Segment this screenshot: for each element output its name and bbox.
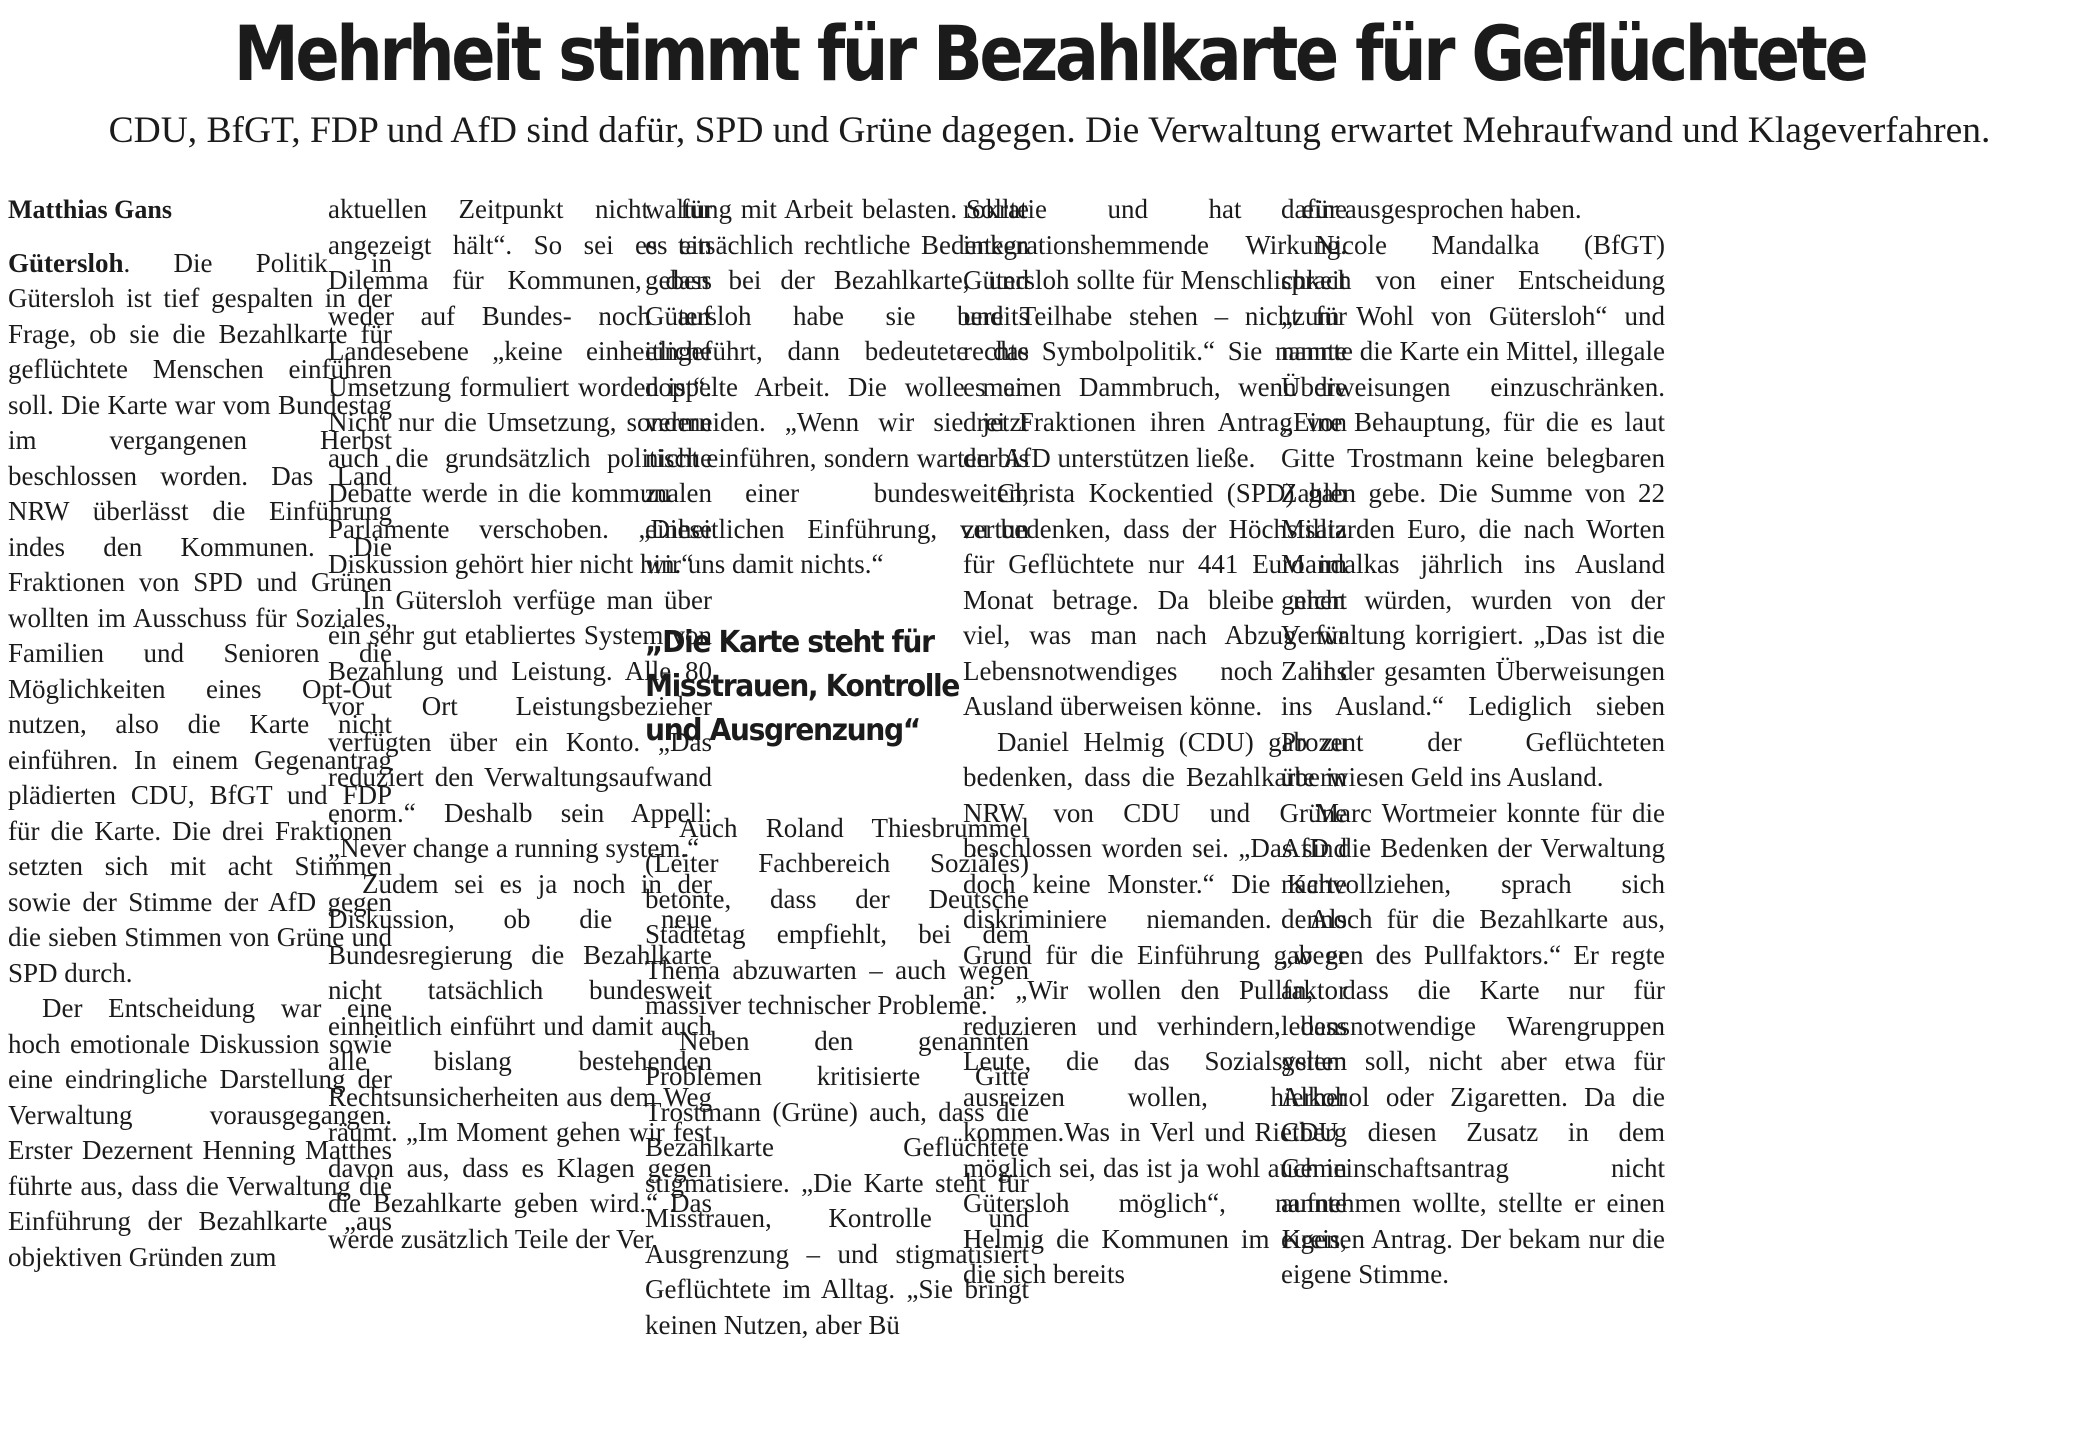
paragraph: aktuellen Zeitpunkt nicht für angezeigt hält“. So sei es ein Dilemma für Kommunen, dass weder auf Bundes- noch auf Landesebene „keine einheitliche Umsetzung formuliert worden ist“. Nicht nur die Umsetzung, sondern auch die grundsätzlich politische Debatte werde in die kommunalen Parlamente verschoben. „Diese Diskussion gehört hier nicht hin.“ (328, 194, 712, 579)
paragraph: Der Entscheidung war eine hoch emotionale Diskussion sowie eine eindringliche Darstellung der Verwaltung vorausgegangen. Erster Dezernent Henning Matthes führte aus, dass die Verwaltung die Einführung der Bezahlkarte „aus objektiven Gründen zum (8, 993, 392, 1272)
dateline: Gütersloh (8, 247, 124, 278)
paragraph: In Gütersloh verfüge man über ein sehr gut etabliertes System von Bezahlung und Leistung. Alle 80 vor Ort Leistungsbezieher verfügten über ein Konto. „Das reduziert den Verwaltungsaufwand enorm.“ Deshalb sein Appell: „Never change a running system.“ (328, 584, 712, 863)
paragraph: Zudem sei es ja noch in der Diskussion, ob die neue Bundesregierung die Bezahlkarte nicht tatsächlich bundesweit einheitlich einführt und damit auch alle bislang bestehenden Rechtsunsicherheiten aus dem Weg räumt. „Im Moment gehen wir fest davon aus, dass es Klagen gegen die Bezahlkarte geben wird.“ Das werde zusätzlich Teile der Ver (328, 868, 712, 1254)
paragraph: Daniel Helmig (CDU) gab zu bedenken, dass die Bezahlkarte in NRW von CDU und Grüne beschlossen worden sei. „Das sind doch keine Monster.“ Die Karte diskriminiere niemanden. Als Grund für die Einführung gab er an: „Wir wollen den Pullfaktor reduzieren und verhindern, dass Leute, die das Sozialsystem ausreizen wollen, hierher kommen.Was in Verl und Rietberg möglich sei, das ist ja wohl auch in Gütersloh möglich“, nannte Helmig die Kommunen im Kreis, die sich bereits (963, 726, 1347, 1289)
paragraph: rokratie und hat eine integrationshemmende Wirkung. Gütersloh sollte für Menschlichkeit und Teilhabe stehen – nicht für rechte Symbolpolitik.“ Sie nannte es einen Dammbruch, wenn die drei Fraktionen ihren Antrag von der AfD unterstützen ließe. (963, 194, 1347, 473)
paragraph: Auch Roland Thiesbrummel (Leiter Fachbereich Soziales) betonte, dass der Deutsche Städtetag empfiehlt, bei dem Thema abzuwarten – auch wegen massiver technischer Probleme. (645, 812, 1029, 1020)
author-byline: Matthias Gans (8, 195, 172, 224)
paragraph: Marc Wortmeier konnte für die AfD die Bedenken der Verwaltung nachvollziehen, sprach sich dennoch für die Bezahlkarte aus, „wegen des Pullfaktors.“ Er regte an, dass die Karte nur für lebensnotwendige Warengruppen gelten soll, nicht aber etwa für Alkohol oder Zigaretten. Da die CDU diesen Zusatz in dem Gemeinschaftsantrag nicht aufnehmen wollte, stellte er einen eigenen Antrag. Der bekam nur die eigene Stimme. (1281, 797, 1665, 1289)
headline: Mehrheit stimmt für Bezahlkarte für Geflüchtete (233, 9, 1866, 98)
subheadline: CDU, BfGT, FDP und AfD sind dafür, SPD und Grüne dagegen. Die Verwaltung erwartet Mehraufwand und Klageverfahren. (108, 110, 1991, 151)
paragraph: waltung mit Arbeit belasten. Sollte es tatsächlich rechtliche Bedenken geben bei der Bezahlkarte, und Gütersloh habe sie bereits eingeführt, dann bedeutete das doppelte Arbeit. Die wolle man vermeiden. „Wenn wir sie jetzt nicht einführen, sondern warten bis zu einer bundesweiten, einheitlichen Einführung, vertun wir uns damit nichts.“ (645, 194, 1029, 579)
paragraph: Nicole Mandalka (BfGT) sprach von einer Entscheidung „zum Wohl von Gütersloh“ und nannte die Karte ein Mittel, illegale Überweisungen einzuschränken. „Eine Behauptung, für die es laut Gitte Trostmann keine belegbaren Zahlen gebe. Die Summe von 22 Milliarden Euro, die nach Worten Mandalkas jährlich ins Ausland gehen würden, wurden von der Verwaltung korrigiert. „Das ist die Zahl der gesamten Überweisungen ins Ausland.“ Lediglich sieben Prozent der Geflüchteten überwiesen Geld ins Ausland. (1281, 229, 1665, 792)
column-5 (1281, 192, 1665, 1427)
paragraph: dafür ausgesprochen haben. (1281, 194, 1582, 224)
paragraph: Neben den genannten Problemen kritisierte Gitte Trostmann (Grüne) auch, dass die Bezahlkarte Geflüchtete stigmatisiere. „Die Karte steht für Misstrauen, Kontrolle und Ausgrenzung – und stigmatisiert Geflüchtete im Alltag. „Sie bringt keinen Nutzen, aber Bü (645, 1025, 1029, 1340)
lead-text: . Die Politik in Gütersloh ist tief gespalten in der Frage, ob sie die Bezahlkarte für geflüchtete Menschen einführen soll. Die Karte war vom Bundestag im vergangenen Herbst beschlossen worden. Das Land NRW überlässt die Einführung indes den Kommunen. Die Fraktionen von SPD und Grünen wollten im Ausschuss für Soziales, Familien und Senioren die Möglichkeiten eines Opt-Out nutzen, also die Karte nicht einführen. In einem Gegenantrag plädierten CDU, BfGT und FDP für die Karte. Die drei Fraktionen setzten sich mit acht Stimmen sowie der Stimme der AfD gegen die sieben Stimmen von Grüne und SPD durch. (8, 247, 392, 988)
paragraph: Christa Kockentied (SPD) gab zu bedenken, dass der Höchstsatz für Geflüchtete nur 441 Euro im Monat betrage. Da bleibe nicht viel, was man nach Abzug für Lebensnotwendiges noch ins Ausland überweisen könne. (963, 478, 1347, 721)
pull-quote: „Die Karte steht für Misstrauen, Kontrolle und Ausgrenzung“ (645, 624, 959, 748)
